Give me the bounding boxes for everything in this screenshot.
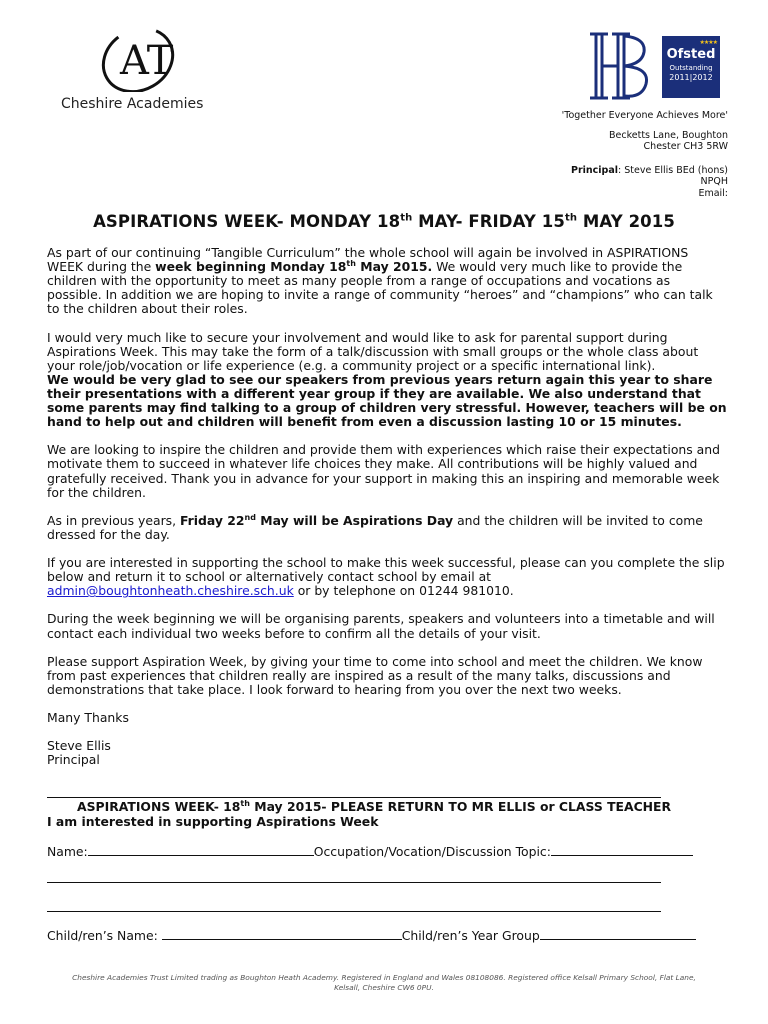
signer-name: Steve Ellis: [47, 738, 111, 754]
name-label: Name:: [47, 844, 88, 859]
slip-title: ASPIRATIONS WEEK- 18th May 2015- PLEASE RETURN TO MR ELLIS or CLASS TEACHER: [77, 798, 672, 814]
school-motto: 'Together Everyone Achieves More': [561, 110, 728, 121]
paragraph-support: Please support Aspiration Week, by giving your time to come into school and meet the children. We know from past experiences that children really are inspired as a result of the many talks, discussions and demonstrations that take place. I look forward to hearing from you over the next two weeks.: [47, 653, 703, 697]
footer-line-2: Kelsall, Cheshire CW6 0PU.: [334, 983, 434, 992]
children-row: [47, 927, 696, 943]
paragraph-aspirations-day: As in previous years, Friday 22nd May will be Aspirations Day and the children will be invited to come dressed for the day.: [47, 512, 703, 542]
principal-qualification: NPQH: [700, 176, 728, 187]
paragraph-timetable: During the week beginning we will be organising parents, speakers and volunteers into a timetable and will contact each individual two weeks before to confirm all the details of your visit.: [47, 611, 715, 641]
logo-caption: Cheshire Academies: [61, 96, 204, 112]
year-group-label: Child/ren’s Year Group: [401, 928, 540, 943]
signature-block: [47, 739, 727, 767]
ofsted-years: 2011|2012: [669, 73, 713, 82]
ofsted-badge: [662, 36, 720, 98]
boughton-heath-logo: [588, 30, 650, 102]
slip-heading: [47, 799, 727, 829]
registration-footer: [40, 973, 728, 993]
name-row: [47, 843, 693, 859]
children-name-label: Child/ren’s Name:: [47, 928, 162, 943]
address-line-2: Chester CH3 5RW: [643, 141, 728, 152]
signer-role: Principal: [47, 752, 100, 768]
letter-body: [47, 246, 727, 767]
name-field[interactable]: [88, 843, 314, 856]
closing-thanks: Many Thanks: [47, 710, 129, 726]
paragraph-involvement: I would very much like to secure your involvement and would like to ask for parental support during Aspirations Week. This may take the form of a talk/discussion with small groups or the whole class about your role/job/vocation or life experience (e.g. a community project or a specific international link). We would be very glad to see our speakers from previous years return again this year to share their presentations with a different year group if they are available. We also understand that some parents may find talking to a group of children very stressful. However, teachers will be on hand to help out and children will benefit from even a discussion lasting 10 or 15 minutes.: [47, 329, 727, 430]
school-address-block: [468, 110, 728, 199]
year-group-field[interactable]: [540, 927, 696, 940]
occupation-label: Occupation/Vocation/Discussion Topic:: [313, 844, 551, 859]
paragraph-inspire: We are looking to inspire the children and provide them with experiences which raise their expectations and motivate them to succeed in whatever life choices they make. All contributions will be highly valued and gratefully received. Thank you in advance for your support in making this an inspiring and memorable week for the children.: [47, 442, 720, 500]
ofsted-brand: Ofsted: [666, 47, 716, 62]
cheshire-academies-logo: [98, 28, 188, 92]
ofsted-rating: Outstanding: [669, 64, 713, 72]
paragraph-contact: If you are interested in supporting the school to make this week successful, please can you complete the slip below and return it to school or alternatively contact school by email at admin@boughtonheath.cheshire.sch.uk or by telephone on 01244 981010.: [47, 555, 725, 599]
blank-line-2[interactable]: [47, 911, 661, 912]
blank-line-1[interactable]: [47, 882, 661, 883]
slip-subtitle: I am interested in supporting Aspirations Week: [47, 814, 379, 829]
principal-label: Principal: [570, 164, 619, 176]
svg-text:HB: HB: [588, 30, 590, 31]
email-link[interactable]: admin@boughtonheath.cheshire.sch.uk: [47, 583, 294, 599]
principal-line: [468, 165, 728, 177]
paragraph-intro: As part of our continuing “Tangible Curriculum” the whole school will again be involved in ASPIRATIONS WEEK during the week beginning Monday 18th May 2015. We would very much like to provide the children with the opportunity to meet as many people from a range of occupations and vocations as possible. In addition we are hoping to invite a range of community “heroes” and “champions” who can talk to the children about their roles.: [47, 245, 713, 317]
slip-divider: [47, 797, 661, 798]
address-line-1: Becketts Lane, Boughton: [609, 129, 728, 141]
footer-line-1: Cheshire Academies Trust Limited trading as Boughton Heath Academy. Registered in England and Wales 08108086. Registered office Kelsall Primary School, Flat Lane,: [72, 973, 696, 982]
principal-value: : Steve Ellis BEd (hons): [618, 164, 728, 176]
occupation-field[interactable]: [551, 843, 693, 856]
email-label: Email:: [698, 187, 728, 199]
children-name-field[interactable]: [162, 927, 402, 940]
page-title: ASPIRATIONS WEEK- MONDAY 18th MAY- FRIDAY 15th MAY 2015: [93, 212, 675, 231]
stars-icon: ★★★★: [699, 39, 717, 46]
logo-letters: AT: [120, 38, 174, 84]
